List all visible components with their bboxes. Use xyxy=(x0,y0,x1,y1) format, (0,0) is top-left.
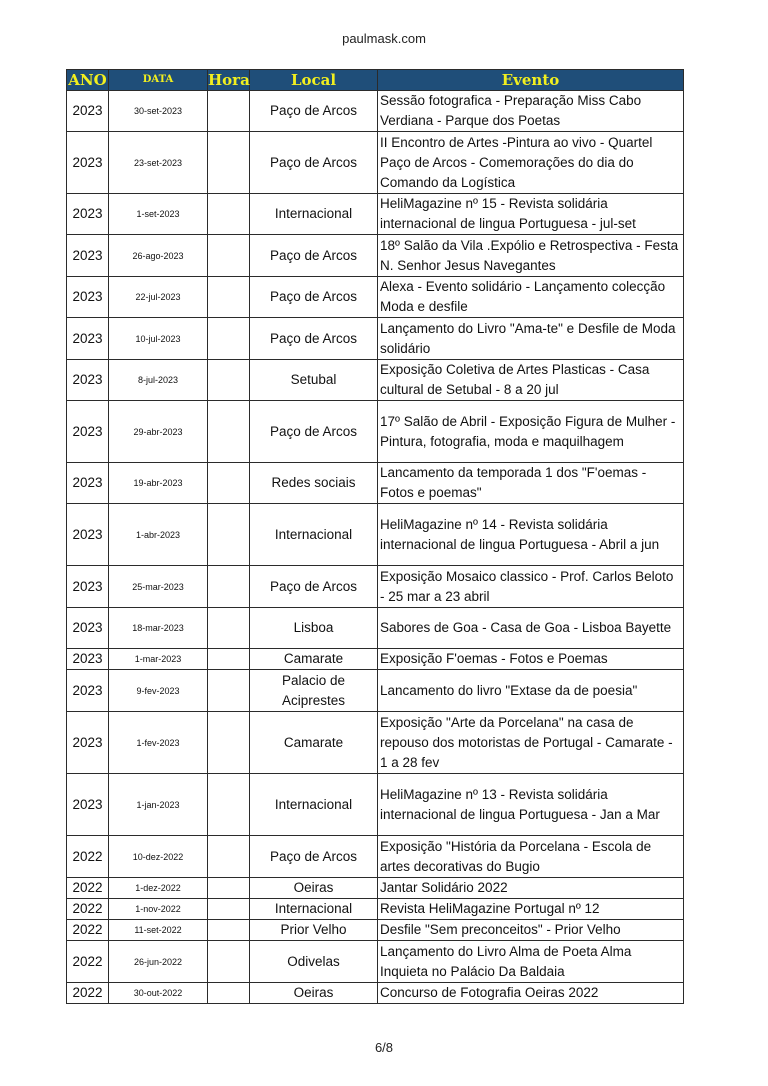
column-header-evento: Evento xyxy=(378,70,684,91)
cell-evento: Sabores de Goa - Casa de Goa - Lisboa Bayette xyxy=(378,608,684,649)
cell-hora xyxy=(208,920,250,941)
column-header-local: Local xyxy=(250,70,378,91)
cell-evento: HeliMagazine nº 15 - Revista solidária internacional de lingua Portuguesa - jul-set xyxy=(378,194,684,235)
cell-hora xyxy=(208,566,250,608)
cell-data: 1-abr-2023 xyxy=(109,504,208,566)
cell-evento: Exposição Coletiva de Artes Plasticas - Casa cultural de Setubal - 8 a 20 jul xyxy=(378,360,684,401)
cell-hora xyxy=(208,132,250,194)
cell-hora xyxy=(208,712,250,774)
cell-ano: 2023 xyxy=(67,235,109,277)
cell-hora xyxy=(208,774,250,836)
cell-data: 10-dez-2022 xyxy=(109,836,208,878)
cell-ano: 2022 xyxy=(67,983,109,1004)
cell-data: 23-set-2023 xyxy=(109,132,208,194)
cell-evento: Exposição "História da Porcelana - Escola de artes decorativas do Bugio xyxy=(378,836,684,878)
cell-data: 9-fev-2023 xyxy=(109,670,208,712)
cell-data: 22-jul-2023 xyxy=(109,277,208,318)
cell-data: 10-jul-2023 xyxy=(109,318,208,360)
cell-evento: Sessão fotografica - Preparação Miss Cabo Verdiana - Parque dos Poetas xyxy=(378,91,684,132)
table-body xyxy=(67,91,684,1004)
site-header: paulmask.com xyxy=(342,31,426,46)
cell-ano: 2023 xyxy=(67,318,109,360)
cell-hora xyxy=(208,983,250,1004)
cell-ano: 2022 xyxy=(67,878,109,899)
cell-local: Oeiras xyxy=(250,878,378,899)
table-row xyxy=(67,318,684,360)
cell-evento: Concurso de Fotografia Oeiras 2022 xyxy=(378,983,684,1004)
cell-data: 25-mar-2023 xyxy=(109,566,208,608)
cell-hora xyxy=(208,899,250,920)
cell-local: Setubal xyxy=(250,360,378,401)
cell-data: 1-fev-2023 xyxy=(109,712,208,774)
cell-ano: 2023 xyxy=(67,277,109,318)
cell-hora xyxy=(208,836,250,878)
cell-data: 1-set-2023 xyxy=(109,194,208,235)
cell-data: 19-abr-2023 xyxy=(109,463,208,504)
table-row xyxy=(67,194,684,235)
events-table xyxy=(66,69,684,1004)
table-row xyxy=(67,878,684,899)
cell-data: 1-nov-2022 xyxy=(109,899,208,920)
cell-local: Camarate xyxy=(250,712,378,774)
table-row xyxy=(67,941,684,983)
cell-hora xyxy=(208,463,250,504)
cell-local: Paço de Arcos xyxy=(250,566,378,608)
cell-local: Paço de Arcos xyxy=(250,132,378,194)
cell-evento: Exposição "Arte da Porcelana" na casa de repouso dos motoristas de Portugal - Camarate - 1 a 28 fev xyxy=(378,712,684,774)
cell-data: 11-set-2022 xyxy=(109,920,208,941)
cell-evento: HeliMagazine nº 14 - Revista solidária internacional de lingua Portuguesa - Abril a jun xyxy=(378,504,684,566)
cell-evento: Alexa - Evento solidário - Lançamento colecção Moda e desfile xyxy=(378,277,684,318)
cell-ano: 2023 xyxy=(67,712,109,774)
cell-hora xyxy=(208,277,250,318)
cell-local: Camarate xyxy=(250,649,378,670)
cell-evento: II Encontro de Artes -Pintura ao vivo - Quartel Paço de Arcos - Comemorações do dia do Comando da Logística xyxy=(378,132,684,194)
cell-local: Lisboa xyxy=(250,608,378,649)
cell-local: Internacional xyxy=(250,774,378,836)
cell-ano: 2023 xyxy=(67,608,109,649)
cell-data: 30-out-2022 xyxy=(109,983,208,1004)
table-row xyxy=(67,235,684,277)
cell-local: Prior Velho xyxy=(250,920,378,941)
table-row xyxy=(67,401,684,463)
table-row xyxy=(67,899,684,920)
cell-ano: 2023 xyxy=(67,194,109,235)
cell-data: 30-set-2023 xyxy=(109,91,208,132)
cell-ano: 2023 xyxy=(67,504,109,566)
column-header-hora: Hora xyxy=(208,71,250,89)
table-row xyxy=(67,463,684,504)
cell-evento: 18º Salão da Vila .Expólio e Retrospectiva - Festa N. Senhor Jesus Navegantes xyxy=(378,235,684,277)
table-row xyxy=(67,774,684,836)
cell-local: Paço de Arcos xyxy=(250,91,378,132)
cell-local: Internacional xyxy=(250,504,378,566)
cell-evento: Lançamento do Livro Alma de Poeta Alma Inquieta no Palácio Da Baldaia xyxy=(378,941,684,983)
column-header-data: DATA xyxy=(109,70,208,91)
table-header-row xyxy=(67,70,684,91)
cell-local: Paço de Arcos xyxy=(250,277,378,318)
table-row xyxy=(67,670,684,712)
cell-evento: Lancamento do livro "Extase da de poesia" xyxy=(378,670,684,712)
cell-evento: Jantar Solidário 2022 xyxy=(378,878,684,899)
table-row xyxy=(67,504,684,566)
cell-local: Redes sociais xyxy=(250,463,378,504)
cell-local: Oeiras xyxy=(250,983,378,1004)
cell-data: 29-abr-2023 xyxy=(109,401,208,463)
cell-ano: 2023 xyxy=(67,774,109,836)
cell-hora xyxy=(208,878,250,899)
cell-local: Odivelas xyxy=(250,941,378,983)
cell-data: 18-mar-2023 xyxy=(109,608,208,649)
cell-hora xyxy=(208,504,250,566)
cell-hora xyxy=(208,360,250,401)
cell-evento: Exposição F'oemas - Fotos e Poemas xyxy=(378,649,684,670)
cell-data: 1-mar-2023 xyxy=(109,649,208,670)
cell-evento: Revista HeliMagazine Portugal nº 12 xyxy=(378,899,684,920)
cell-local: Internacional xyxy=(250,899,378,920)
cell-evento: HeliMagazine nº 13 - Revista solidária internacional de lingua Portuguesa - Jan a Mar xyxy=(378,774,684,836)
cell-ano: 2023 xyxy=(67,649,109,670)
cell-hora xyxy=(208,401,250,463)
cell-hora xyxy=(208,194,250,235)
table-row xyxy=(67,277,684,318)
table-row xyxy=(67,649,684,670)
cell-data: 1-dez-2022 xyxy=(109,878,208,899)
cell-hora xyxy=(208,91,250,132)
cell-local: Paço de Arcos xyxy=(250,318,378,360)
cell-local: Paço de Arcos xyxy=(250,836,378,878)
table-row xyxy=(67,920,684,941)
cell-hora xyxy=(208,941,250,983)
table-row xyxy=(67,836,684,878)
cell-evento: Desfile "Sem preconceitos" - Prior Velho xyxy=(378,920,684,941)
cell-ano: 2022 xyxy=(67,836,109,878)
cell-data: 8-jul-2023 xyxy=(109,360,208,401)
cell-hora xyxy=(208,649,250,670)
cell-data: 1-jan-2023 xyxy=(109,774,208,836)
cell-hora xyxy=(208,670,250,712)
page-number: 6/8 xyxy=(374,1040,394,1055)
cell-evento: 17º Salão de Abril - Exposição Figura de Mulher - Pintura, fotografia, moda e maquilhagem xyxy=(378,401,684,463)
cell-ano: 2023 xyxy=(67,670,109,712)
cell-hora xyxy=(208,608,250,649)
cell-data: 26-ago-2023 xyxy=(109,235,208,277)
cell-ano: 2022 xyxy=(67,941,109,983)
cell-local: Internacional xyxy=(250,194,378,235)
cell-evento: Exposição Mosaico classico - Prof. Carlos Beloto - 25 mar a 23 abril xyxy=(378,566,684,608)
cell-ano: 2022 xyxy=(67,899,109,920)
cell-hora xyxy=(208,318,250,360)
cell-evento: Lancamento da temporada 1 dos "F'oemas - Fotos e poemas" xyxy=(378,463,684,504)
cell-ano: 2023 xyxy=(67,566,109,608)
table-row xyxy=(67,91,684,132)
cell-local: Paço de Arcos xyxy=(250,401,378,463)
cell-evento: Lançamento do Livro "Ama-te" e Desfile de Moda solidário xyxy=(378,318,684,360)
table-row xyxy=(67,712,684,774)
table-row xyxy=(67,608,684,649)
cell-local: Paço de Arcos xyxy=(250,235,378,277)
cell-ano: 2023 xyxy=(67,360,109,401)
table-row xyxy=(67,132,684,194)
cell-local: Palacio de Aciprestes xyxy=(250,670,378,712)
cell-ano: 2022 xyxy=(67,920,109,941)
table-row xyxy=(67,983,684,1004)
column-header-ano: ANO xyxy=(68,71,107,89)
cell-ano: 2023 xyxy=(67,132,109,194)
cell-ano: 2023 xyxy=(67,91,109,132)
table-row xyxy=(67,360,684,401)
table-row xyxy=(67,566,684,608)
cell-data: 26-jun-2022 xyxy=(109,941,208,983)
cell-hora xyxy=(208,235,250,277)
cell-ano: 2023 xyxy=(67,401,109,463)
cell-ano: 2023 xyxy=(67,463,109,504)
